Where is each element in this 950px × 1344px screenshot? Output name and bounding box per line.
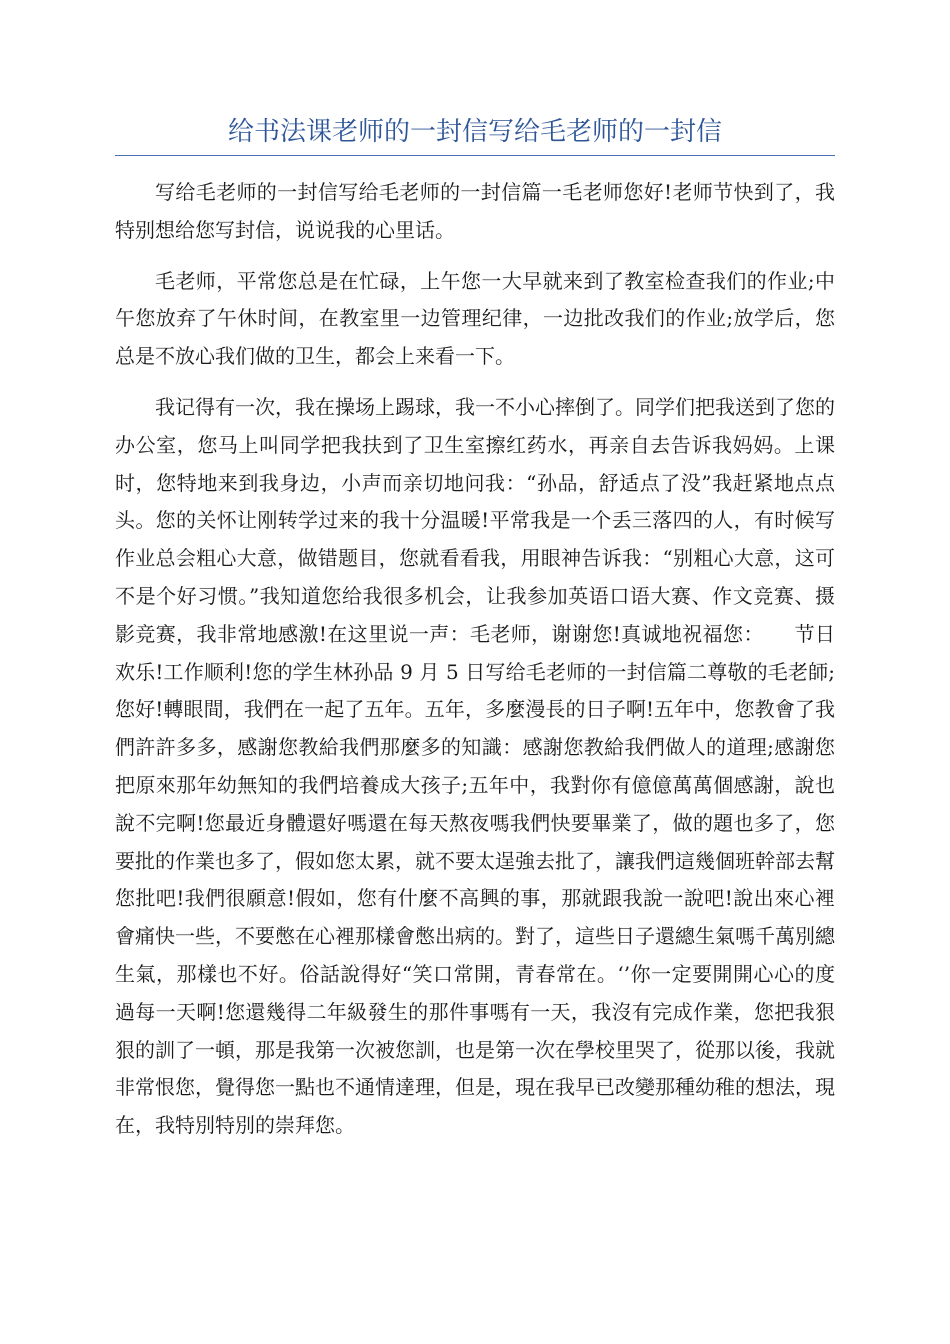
document-body bbox=[115, 174, 855, 1158]
title-underline bbox=[115, 155, 835, 156]
paragraph-2: 毛老师，平常您总是在忙碌，上午您一大早就来到了教室检查我们的作业;中午您放弃了午休时间，在教室里一边管理纪律，一边批改我们的作业;放学后，您总是不放心我们做的卫生，都会上来看一下。 bbox=[115, 268, 835, 369]
document-title: 给书法课老师的一封信写给毛老师的一封信 bbox=[227, 117, 722, 147]
paragraph-1: 写给毛老师的一封信写给毛老师的一封信篇一毛老师您好!老师节快到了，我特别想给您写封信，说说我的心里话。 bbox=[115, 180, 835, 242]
paragraph-3: 我记得有一次，我在操场上踢球，我一不小心摔倒了。同学们把我送到了您的办公室，您马上叫同学把我扶到了卫生室擦红药水，再亲自去告诉我妈妈。上课时，您特地来到我身边，小声而亲切地问我：“孙品，舒适点了没”我赶紧地点点头。您的关怀让刚转学过来的我十分温暖!平常我是一个丢三落四的人，有时候写作业总会粗心大意，做错题目，您就看看我，用眼神告诉我：“别粗心大意，这可不是个好习惯。”我知道您给我很多机会，让我参加英语口语大赛、作文竞赛、摄影竞赛，我非常地感激!在这里说一声：毛老师，谢谢您!真诚地祝福您： 节日欢乐!工作顺利!您的学生林孙品 9 月 5 日写给毛老师的一封信篇二尊敬的毛老師; 您好!轉眼間，我們在一起了五年。五年，多麼漫長的日子啊!五年中，您教會了我們許許多多，感謝您教給我們那麼多的知識：感謝您教給我們做人的道理;感謝您把原來那年幼無知的我們培養成大孩子;五年中，我對你有億億萬萬個感謝，說也說不完啊!您最近身體還好嗎還在每天熬夜嗎我們快要畢業了，做的題也多了，您要批的作業也多了，假如您太累，就不要太逞強去批了，讓我們這幾個班幹部去幫您批吧!我們很願意!假如，您有什麼不高興的事，那就跟我說一說吧!說出來心裡會痛快一些，不要憋在心裡那樣會憋出病的。對了，這些日子還總生氣嗎千萬別總生氣，那樣也不好。俗話說得好“笑口常開，青春常在。‘’你一定要開開心心的度過每一天啊!您還幾得二年級發生的那件事嗎有一天，我沒有完成作業，您把我狠狠的訓了一頓，那是我第一次被您訓，也是第一次在學校里哭了，從那以後，我就非常恨您，覺得您一點也不通情達理，但是，現在我早已改變那種幼稚的想法，現在，我特別特別的崇拜您。 bbox=[115, 394, 855, 1138]
